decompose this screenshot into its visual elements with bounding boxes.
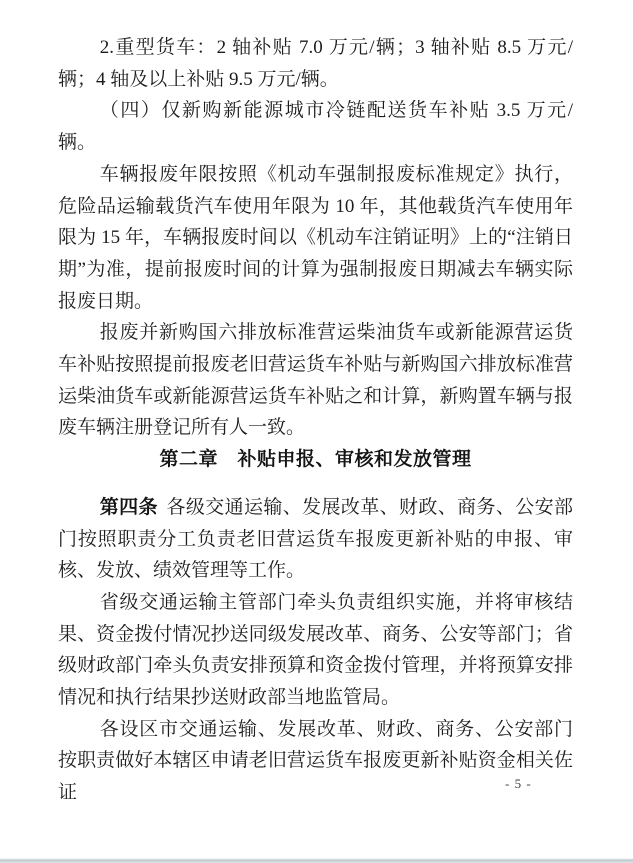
article-number: 第四条 — [99, 496, 158, 518]
page-number: - 5 - — [505, 776, 532, 791]
chapter-heading: 第二章 补贴申报、审核和发放管理 — [159, 449, 472, 471]
article-paragraph — [58, 492, 573, 587]
paragraph: 车辆报废年限按照《机动车强制报废标准规定》执行，危险品运输载货汽车使用年限为 10 年，其他载货汽车使用年限为 15 年，车辆报废时间以《机动车注销证明》上的“注销日期”为准，提前报废时间的计算为强制报废日期减去车辆实际报废日期。 — [58, 163, 573, 312]
paragraph: 报废并新购国六排放标准营运柴油货车或新能源营运货车补贴按照提前报废老旧营运货车补贴与新购国六排放标准营运柴油货车或新能源营运货车补贴之和计算，新购置车辆与报废车辆注册登记所有人一致。 — [58, 322, 573, 439]
page-bottom-edge — [0, 857, 633, 863]
paragraph: 2.重型货车：2 轴补贴 7.0 万元/辆；3 轴补贴 8.5 万元/辆；4 轴及以上补贴 9.5 万元/辆。 — [58, 37, 573, 90]
paragraph: 各设区市交通运输、发展改革、财政、商务、公安部门按职责做好本辖区申请老旧营运货车报废更新补贴资金相关佐证 — [58, 718, 573, 804]
paragraph: 省级交通运输主管部门牵头负责组织实施，并将审核结果、资金拨付情况抄送同级发展改革、商务、公安等部门；省级财政部门牵头负责安排预算和资金拨付管理，并将预算安排情况和执行结果抄送财政部当地监管局。 — [58, 591, 573, 709]
document-body — [58, 32, 573, 809]
paragraph: （四）仅新购新能源城市冷链配送货车补贴 3.5 万元/辆。 — [58, 100, 573, 154]
article-text: 各级交通运输、发展改革、财政、商务、公安部门按照职责分工负责老旧营运货车报废更新补贴的申报、审核、发放、绩效管理等工作。 — [58, 496, 573, 582]
